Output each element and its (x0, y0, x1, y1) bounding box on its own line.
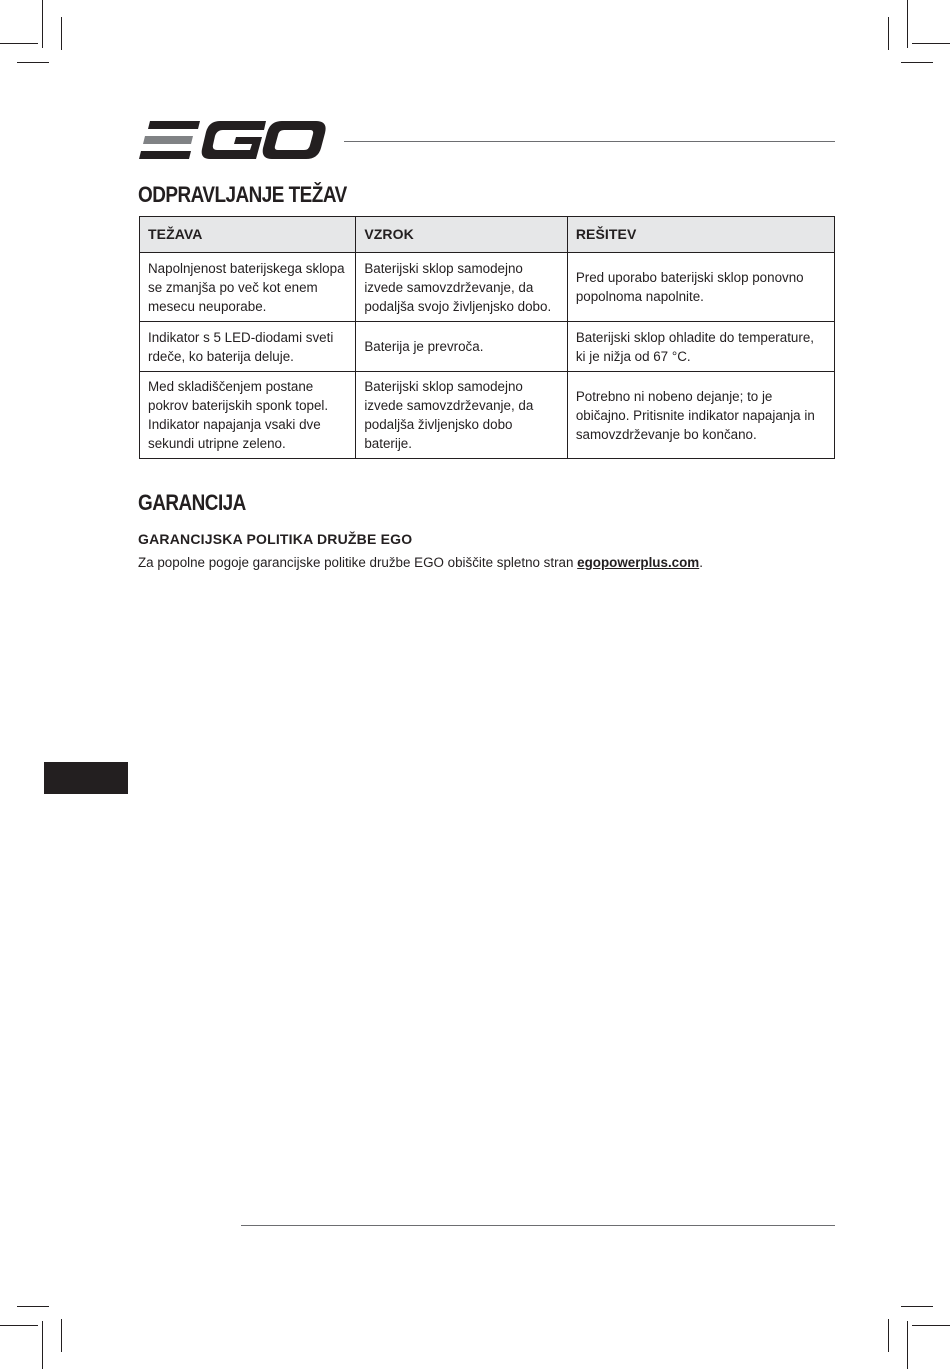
crop-mark (907, 1321, 908, 1369)
ego-logo (138, 118, 328, 162)
warranty-title: GARANCIJA (138, 490, 246, 515)
crop-mark (42, 1321, 43, 1369)
language-side-tab (44, 762, 128, 794)
table-row (140, 372, 835, 459)
problem-cell: Indikator s 5 LED-diodami sveti rdeče, ko baterija deluje. (140, 322, 356, 372)
footer-rule (241, 1225, 835, 1226)
solution-cell: Pred uporabo baterijski sklop ponovno popolnoma napolnite. (567, 253, 834, 322)
cause-cell: Baterijski sklop samodejno izvede samovzdrževanje, da podaljša svojo življenjsko dobo. (356, 253, 568, 322)
warranty-subtitle: GARANCIJSKA POLITIKA DRUŽBE EGO (138, 531, 413, 547)
header-rule (344, 141, 835, 142)
problem-cell: Napolnjenost baterijskega sklopa se zmanjša po več kot enem mesecu neuporabe. (140, 253, 356, 322)
warranty-text-before: Za popolne pogoje garancijske politike družbe EGO obiščite spletno stran (138, 555, 578, 570)
table-row (140, 253, 835, 322)
crop-mark (61, 1319, 62, 1352)
crop-mark (0, 1325, 38, 1326)
cause-cell: Baterija je prevroča. (356, 322, 568, 372)
crop-mark (61, 17, 62, 50)
table-row (140, 322, 835, 372)
solution-cell: Potrebno ni nobeno dejanje; to je običajno. Pritisnite indikator napajanja in samovzdrževanje bo končano. (567, 372, 834, 459)
header-problem: TEŽAVA (140, 217, 356, 253)
troubleshooting-table (139, 216, 835, 459)
header-solution: REŠITEV (567, 217, 834, 253)
crop-mark (907, 0, 908, 48)
website-link[interactable]: egopowerplus.com (577, 555, 700, 570)
crop-mark (888, 1319, 889, 1352)
crop-mark (912, 1325, 950, 1326)
crop-mark (42, 0, 43, 48)
crop-mark (17, 62, 49, 63)
crop-mark (901, 62, 933, 63)
solution-cell: Baterijski sklop ohladite do temperature, ki je nižja od 67 °C. (567, 322, 834, 372)
warranty-text (138, 555, 703, 570)
troubleshooting-title: ODPRAVLJANJE TEŽAV (138, 182, 347, 207)
crop-mark (912, 43, 950, 44)
warranty-text-after: . (699, 555, 703, 570)
crop-mark (901, 1306, 933, 1307)
crop-mark (17, 1306, 49, 1307)
crop-mark (0, 43, 38, 44)
table-header-row (140, 217, 835, 253)
crop-mark (888, 17, 889, 50)
cause-cell: Baterijski sklop samodejno izvede samovzdrževanje, da podaljša življenjsko dobo baterije. (356, 372, 568, 459)
header-cause: VZROK (356, 217, 568, 253)
problem-cell: Med skladiščenjem postane pokrov baterijskih sponk topel. Indikator napajanja vsaki dve sekundi utripne zeleno. (140, 372, 356, 459)
